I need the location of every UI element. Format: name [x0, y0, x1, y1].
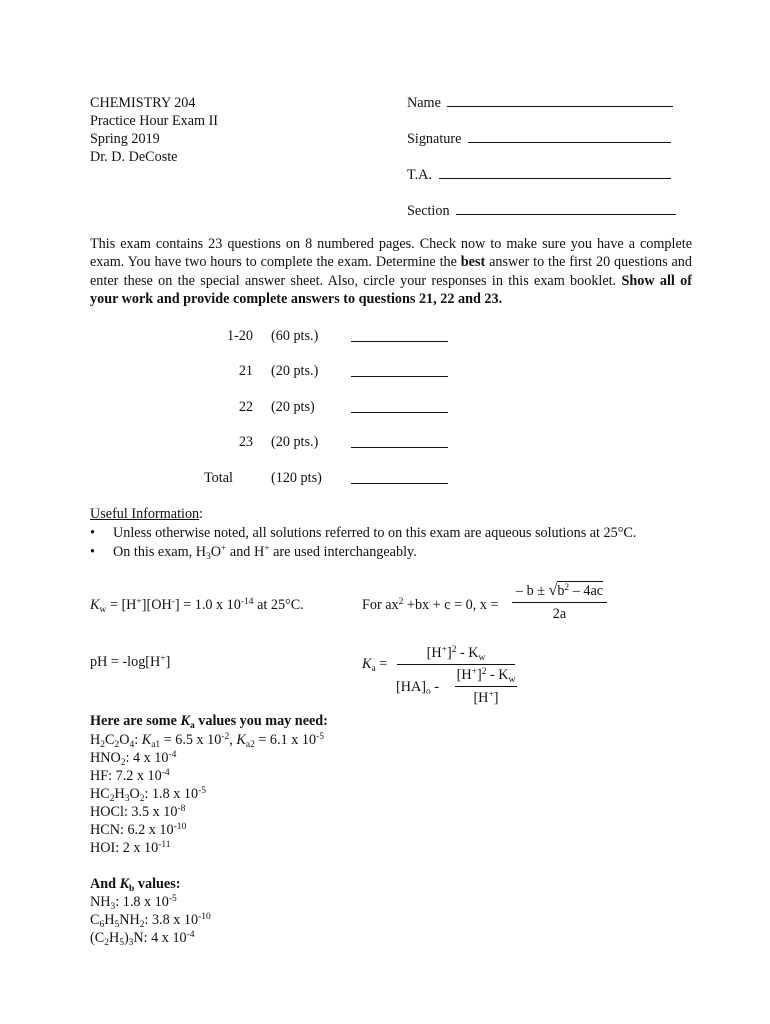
ka-value-hcn: HCN: 6.2 x $10^{-10}$: [90, 822, 187, 838]
ka-value-hno2: $HNO_2$: 4 x $10^{-4}$: [90, 750, 177, 768]
useful-info-heading: [90, 505, 203, 523]
kb-value-nh3: $NH_3$: 1.8 x $10^{-5}$: [90, 894, 177, 912]
signature-line[interactable]: [468, 130, 671, 143]
signature-field[interactable]: [407, 130, 671, 148]
ka-inner-numerator: $[H^+]^2 - K_w$: [456, 667, 516, 685]
bullet-icon: •: [90, 525, 95, 541]
ka-value-hocl: HOCl: 3.5 x $10^{-8}$: [90, 804, 186, 820]
exam-term: Spring 2019: [90, 131, 160, 147]
instructions-best: best: [460, 254, 486, 271]
score-points: (20 pts.): [271, 434, 319, 450]
kb-value-aniline: $C_6H_5NH_2$: 3.8 x $10^{-10}$: [90, 912, 211, 930]
instructions-text-2: answer to the first 20 questions and enter these on the special answer sheet. Also, circle your responses in this exam booklet.: [90, 254, 692, 289]
ka-denominator-ha: $[HA]_o$ -: [396, 679, 439, 697]
quadratic-numerator: – $b \pm √b^2 - 4ac$: [515, 582, 604, 599]
score-blank[interactable]: [351, 364, 448, 377]
signature-label: Signature: [407, 131, 462, 147]
quadratic-equation-left: For $ax^2 +bx + c = 0$, x =: [362, 597, 499, 613]
instructions-text-1: This exam contains 23 questions on 8 numbered pages. Check now to make sure you have a complete exam. You have two hours to complete the exam. Determine the: [90, 236, 692, 271]
score-blank[interactable]: [351, 329, 448, 342]
section-field[interactable]: [407, 202, 676, 220]
useful-bullet-1: Unless otherwise noted, all solutions referred to on this exam are aqueous solutions at 25°C.: [113, 525, 637, 541]
ka-value-hoi: HOI: 2 x $10^{-11}$: [90, 840, 171, 856]
quadratic-fraction-bar: [512, 602, 607, 603]
ka-expression-left: $K_a$ =: [362, 656, 388, 674]
score-points: (20 pts): [271, 399, 315, 415]
ka-value-oxalic: $H_2C_2O_4$: $K_{a1} = 6.5$ x $10^{-2}$, $K_{a2} = 6.1$ x $10^{-5}$: [90, 732, 324, 750]
score-total-label: Total: [204, 470, 233, 486]
score-points: (60 pts.): [271, 328, 319, 344]
score-question: 1-20: [226, 328, 253, 344]
section-line[interactable]: [456, 202, 676, 215]
name-line[interactable]: [447, 94, 673, 107]
ka-fraction-bar: [397, 664, 515, 665]
instructions-bold: Show all of your work and provide complete answers to questions 21, 22 and 23.: [90, 272, 692, 307]
bullet-icon: •: [90, 544, 95, 560]
ta-field[interactable]: [407, 166, 671, 184]
useful-bullet-2: On this exam, $H_3O^+$ and H+ are used interchangeably.: [113, 544, 417, 562]
ka-values-heading: Here are some $K_a$ values you may need:: [90, 713, 328, 731]
ka-inner-denominator: [H+]: [473, 690, 499, 706]
instructions: [90, 235, 692, 308]
kb-values-heading: And $K_b$ values:: [90, 876, 181, 894]
useful-info-heading-text: Useful Information: [90, 506, 200, 522]
name-field[interactable]: [407, 94, 673, 112]
score-blank[interactable]: [351, 435, 448, 448]
ka-value-acetic: $HC_2H_3O_2$: 1.8 x $10^{-5}$: [90, 786, 206, 804]
score-total-blank[interactable]: [351, 471, 448, 484]
name-label: Name: [407, 95, 441, 111]
ka-inner-fraction-bar: [455, 686, 517, 687]
kw-equation: $K_w = [H^+][OH^-] = 1.0$ x $10^{-14}$ at 25°C.: [90, 597, 304, 615]
ka-value-hf: HF: 7.2 x $10^{-4}$: [90, 768, 170, 784]
ph-equation: pH = -log[H+]: [90, 654, 171, 670]
ta-line[interactable]: [439, 166, 671, 179]
score-points: (20 pts.): [271, 363, 319, 379]
course-title: CHEMISTRY 204: [90, 95, 196, 111]
score-total-points: (120 pts): [271, 470, 322, 486]
ka-numerator: $[H^+]^2 - K_w$: [426, 645, 486, 663]
instructor: Dr. D. DeCoste: [90, 149, 178, 165]
useful-info-colon: :: [199, 506, 204, 522]
score-question: 22: [238, 399, 253, 415]
quadratic-denominator: 2a: [552, 606, 567, 622]
exam-title: Practice Hour Exam II: [90, 113, 219, 129]
score-blank[interactable]: [351, 400, 448, 413]
ta-label: T.A.: [407, 167, 432, 183]
score-question: 21: [238, 363, 253, 379]
score-question: 23: [238, 434, 253, 450]
section-label: Section: [407, 203, 450, 219]
kb-value-triethylamine: $(C_2H_5)_3N$: 4 x $10^{-4}$: [90, 930, 195, 948]
